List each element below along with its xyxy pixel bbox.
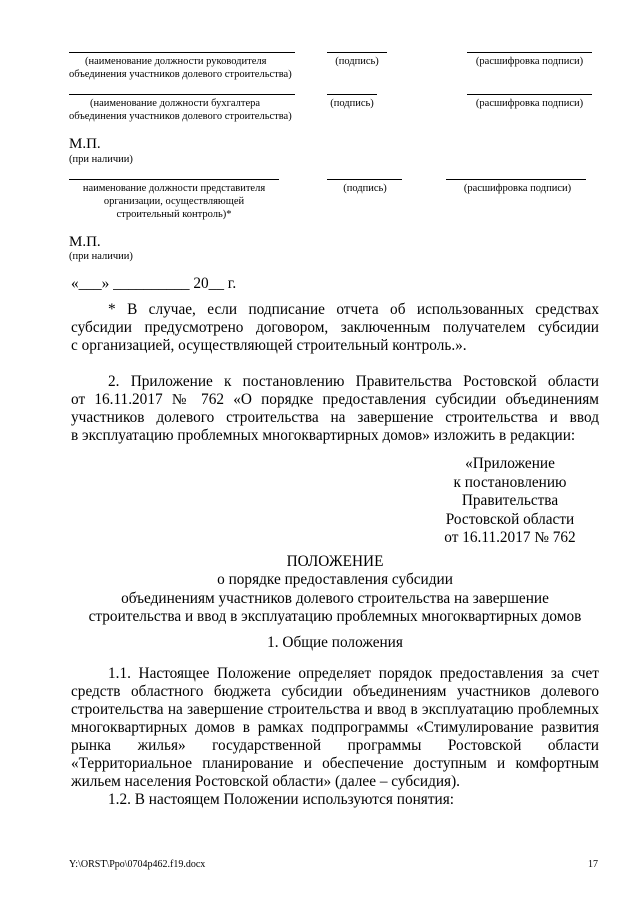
footnote-line: с организацией, осуществляющей строительный контроль.». (71, 337, 467, 354)
clause-line: жильем населения Ростовской области» (далее – субсидия). (71, 773, 461, 790)
decode-line-2 (467, 94, 592, 95)
clause-line: «Территориальное планирование и обеспечение доступным и комфортным (71, 755, 599, 772)
signature-caption-2: (подпись) (330, 98, 374, 109)
position-caption-2: (наименование должности бухгалтера объединения участников долевого строительства) (69, 98, 292, 122)
clause-line: строительства на завершение строительства и ввод в эксплуатацию проблемных (71, 701, 599, 718)
footnote (71, 301, 599, 355)
signature-line-3 (327, 179, 402, 180)
section-heading: 1. Общие положения (267, 634, 403, 651)
clause-1-1 (71, 665, 599, 791)
signature-caption-1: (подпись) (335, 56, 379, 67)
paragraph-line: 2. Приложение к постановлению Правительства Ростовской области (108, 373, 599, 390)
stamp-label-1: М.П. (69, 136, 101, 152)
clause-line: многоквартирных домов в рамках подпрограммы «Стимулирование развития (71, 719, 599, 736)
file-path: Y:\ORST\Ppo\0704p462.f19.docx (69, 859, 206, 870)
decode-line-1 (467, 52, 592, 53)
page-number: 17 (588, 859, 598, 870)
decode-caption-1: (расшифровка подписи) (475, 56, 584, 67)
paragraph-line: от 16.11.2017 № 762 «О порядке предоставления субсидии объединениям (71, 391, 599, 408)
signature-line-2 (327, 94, 377, 95)
position-line-2 (69, 94, 295, 95)
footnote-line: * В случае, если подписание отчета об использованных средствах (108, 301, 599, 318)
decode-caption-3: (расшифровка подписи) (463, 183, 572, 194)
paragraph-2 (71, 373, 599, 445)
position-caption-3: наименование должности представителя организации, осуществляющей строительный контроль)* (82, 183, 266, 220)
stamp-note-2: (при наличии) (69, 251, 133, 262)
position-line-3 (69, 179, 279, 180)
footnote-line: субсидии предусмотрено договором, заключенным получателем субсидии (71, 319, 599, 336)
stamp-note-1: (при наличии) (69, 154, 133, 165)
decode-caption-2: (расшифровка подписи) (475, 98, 584, 109)
clause-1-2 (71, 791, 599, 809)
date-line: «___» __________ 20__ г. (71, 275, 237, 292)
stamp-label-2: М.П. (69, 234, 101, 250)
decode-line-3 (446, 179, 586, 180)
position-line-1 (69, 52, 295, 53)
clause-line: рынка жилья» государственной программы Ростовской области (71, 737, 599, 754)
clause-line: 1.2. В настоящем Положении используются понятия: (108, 791, 454, 808)
signature-line-1 (327, 52, 387, 53)
paragraph-line: участников долевого строительства на завершение строительства и ввод (71, 409, 599, 426)
paragraph-line: в эксплуатацию проблемных многоквартирных домов» изложить в редакции: (71, 427, 576, 444)
appendix-reference: «Приложение к постановлению Правительства Ростовской области от 16.11.2017 № 762 (444, 455, 576, 546)
signature-caption-3: (подпись) (343, 183, 387, 194)
clause-line: 1.1. Настоящее Положение определяет порядок предоставления за счет (108, 665, 599, 682)
document-subtitle: о порядке предоставления субсидии объединениям участников долевого строительства на завершение строительства и ввод в эксплуатацию проблемных многоквартирных домов (88, 571, 582, 625)
clause-line: средств областного бюджета субсидии объединениям участников долевого (71, 683, 599, 700)
document-title: ПОЛОЖЕНИЕ (286, 553, 384, 570)
position-caption-1: (наименование должности руководителя объединения участников долевого строительства) (69, 56, 292, 80)
